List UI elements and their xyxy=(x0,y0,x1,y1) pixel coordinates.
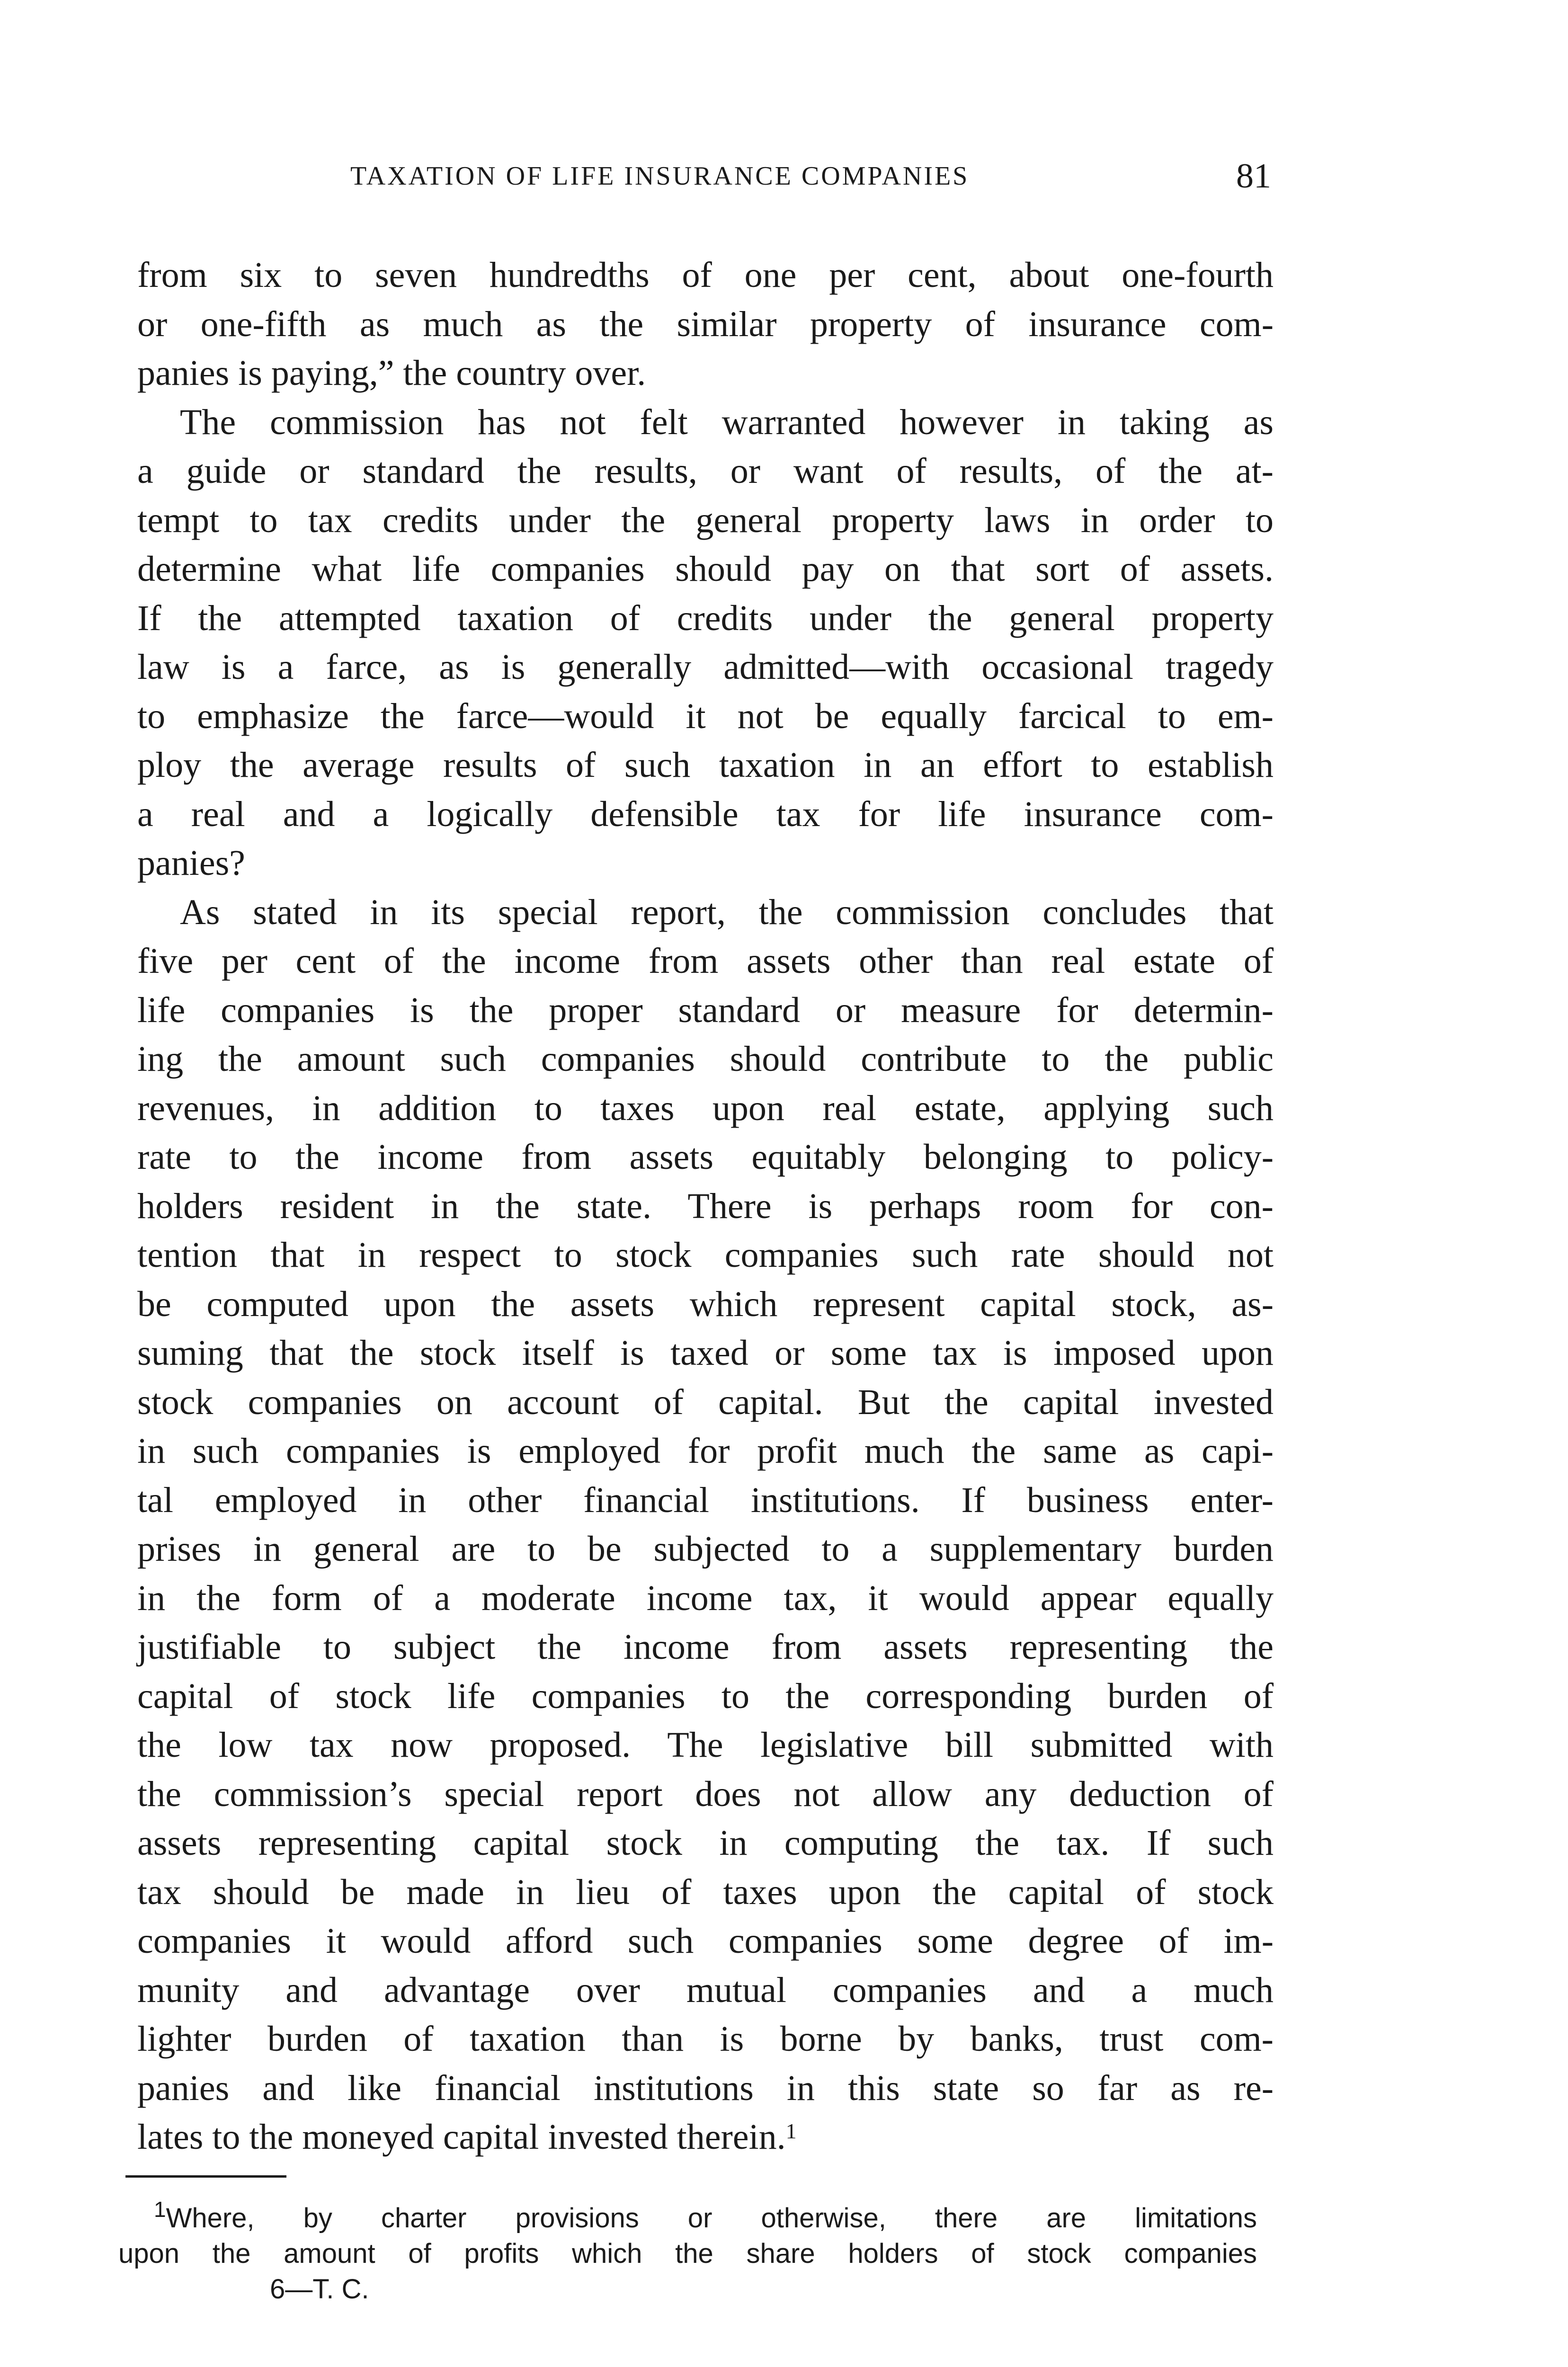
body-line: or one-fifth as much as the similar property of insurance com- xyxy=(137,304,1274,344)
body-line: panies and like financial institutions in this state so far as re- xyxy=(137,2068,1274,2108)
body-line: rate to the income from assets equitably belonging to policy- xyxy=(137,1137,1274,1177)
body-line-final xyxy=(137,2113,1274,2162)
body-line: tempt to tax credits under the general property laws in order to xyxy=(137,500,1274,540)
body-line: justifiable to subject the income from assets representing the xyxy=(137,1627,1274,1667)
body-line: the low tax now proposed. The legislative bill submitted with xyxy=(137,1725,1274,1765)
footnotes xyxy=(118,2197,1257,2307)
running-head: TAXATION OF LIFE INSURANCE COMPANIES xyxy=(350,161,970,191)
body-line: panies is paying,” the country over. xyxy=(137,353,646,393)
body-line: As stated in its special report, the commission concludes that xyxy=(180,892,1274,932)
body-line: munity and advantage over mutual companies and a much xyxy=(137,1970,1274,2010)
body-line: tax should be made in lieu of taxes upon the capital of stock xyxy=(137,1872,1274,1912)
body-line: The commission has not felt warranted however in taking as xyxy=(180,402,1274,442)
body-line: stock companies on account of capital. But the capital invested xyxy=(137,1382,1274,1422)
page-number: 81 xyxy=(1236,157,1271,196)
body-line: determine what life companies should pay on that sort of assets. xyxy=(137,549,1274,589)
body-line: prises in general are to be subjected to a supplementary burden xyxy=(137,1529,1274,1569)
body-line: five per cent of the income from assets other than real estate of xyxy=(137,941,1274,981)
footnote-marker: 1 xyxy=(154,2197,166,2222)
body-line: ploy the average results of such taxation in an effort to establish xyxy=(137,745,1274,785)
body-line-text: lates to the moneyed capital invested therein. xyxy=(137,2117,786,2157)
body-line: assets representing capital stock in computing the tax. If such xyxy=(137,1823,1274,1863)
page-header xyxy=(128,156,1271,199)
body-line: tal employed in other financial institutions. If business enter- xyxy=(137,1480,1274,1520)
body-line: to emphasize the farce—would it not be equally farcical to em- xyxy=(137,696,1274,736)
body-line: in such companies is employed for profit much the same as capi- xyxy=(137,1431,1274,1471)
body-line: from six to seven hundredths of one per cent, about one-fourth xyxy=(137,255,1274,295)
body-line: companies it would afford such companies some degree of im- xyxy=(137,1921,1274,1961)
footnote-line xyxy=(118,2197,1257,2236)
body-line: be computed upon the assets which represent capital stock, as- xyxy=(137,1284,1274,1324)
footnote-reference: 1 xyxy=(785,2119,797,2143)
footnote-line: upon the amount of profits which the share holders of stock companies xyxy=(118,2238,1257,2269)
body-line: lighter burden of taxation than is borne by banks, trust com- xyxy=(137,2019,1274,2059)
footnote-text: Where, by charter provisions or otherwise, there are limitations xyxy=(166,2203,1257,2234)
body-line: law is a farce, as is generally admitted—with occasional tragedy xyxy=(137,647,1274,687)
body-line: life companies is the proper standard or measure for determin- xyxy=(137,990,1274,1030)
body-line: If the attempted taxation of credits under the general property xyxy=(137,598,1274,638)
body-line: holders resident in the state. There is perhaps room for con- xyxy=(137,1186,1274,1226)
footnote-rule xyxy=(125,2175,286,2178)
body-text xyxy=(137,251,1274,2162)
body-line: ing the amount such companies should contribute to the public xyxy=(137,1039,1274,1079)
body-line: a real and a logically defensible tax for life insurance com- xyxy=(137,794,1274,834)
body-line: panies? xyxy=(137,843,245,883)
signature-mark: 6—T. C. xyxy=(270,2274,369,2305)
body-line: suming that the stock itself is taxed or some tax is imposed upon xyxy=(137,1333,1274,1373)
body-line: a guide or standard the results, or want of results, of the at- xyxy=(137,451,1274,491)
body-line: capital of stock life companies to the corresponding burden of xyxy=(137,1676,1274,1716)
body-line: the commission’s special report does not allow any deduction of xyxy=(137,1774,1274,1814)
body-line: revenues, in addition to taxes upon real estate, applying such xyxy=(137,1088,1274,1128)
body-line: tention that in respect to stock companies such rate should not xyxy=(137,1235,1274,1275)
body-line: in the form of a moderate income tax, it would appear equally xyxy=(137,1578,1274,1618)
